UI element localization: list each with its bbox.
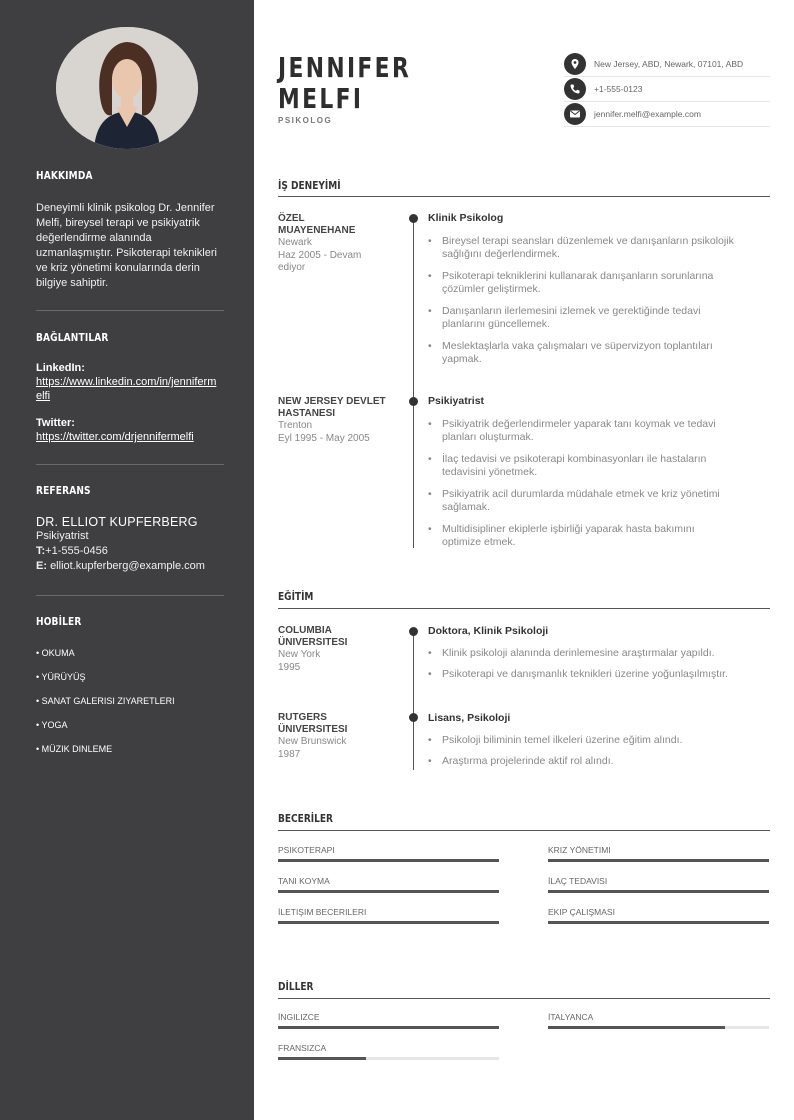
envelope-icon	[564, 103, 586, 125]
experience-heading: İŞ DENEYİMİ	[278, 179, 341, 192]
skill-bar-fill	[548, 921, 769, 924]
duty-item: • Danışanların ilerlemesini izlemek ve gerektiğinde tedavi planlarını güncellemek.	[428, 305, 764, 331]
employer-name: NEW JERSEY DEVLET	[278, 396, 386, 407]
skill-bar	[278, 890, 499, 893]
degree-title: Lisans, Psikoloji	[428, 712, 511, 724]
contact-phone: +1-555-0123	[594, 84, 643, 94]
timeline-dot	[409, 214, 418, 223]
employer-location: Newark	[278, 237, 312, 248]
employment-dates: Eyl 1995 - May 2005	[278, 432, 370, 444]
timeline-dot	[409, 627, 418, 636]
graduation-year: 1987	[278, 748, 301, 760]
education-entry-meta	[278, 712, 398, 761]
employer-name: MUAYENEHANE	[278, 225, 356, 236]
language-bar	[278, 1026, 499, 1029]
skill-label: İLAÇ TEDAVISI	[548, 876, 608, 886]
language-label: İNGILIZCE	[278, 1012, 320, 1022]
reference-phone-row	[36, 544, 224, 559]
school-location: New York	[278, 649, 321, 660]
sidebar	[0, 0, 254, 1120]
employer-name: HASTANESI	[278, 408, 336, 419]
section-rule	[278, 830, 770, 831]
last-name: MELFI	[278, 82, 364, 115]
hobbies-heading: HOBİLER	[36, 615, 82, 628]
reference-name: DR. ELLIOT KUPFERBERG	[36, 515, 198, 529]
duty-item: • Psikoterapi tekniklerini kullanarak danışanların sorunlarına çözümler geliştirmek.	[428, 270, 764, 296]
hobby-item: • YOGA	[36, 720, 68, 730]
section-rule	[278, 998, 770, 999]
profile-photo	[56, 27, 198, 149]
hobby-item: • OKUMA	[36, 648, 75, 658]
skill-item	[548, 845, 769, 857]
skill-bar	[278, 921, 499, 924]
skill-label: TANI KOYMA	[278, 876, 330, 886]
reference-email: elliot.kupferberg@example.com	[50, 560, 205, 572]
skill-item	[278, 907, 499, 919]
language-bar-fill	[278, 1057, 366, 1060]
contact-address-row	[564, 52, 770, 77]
sidebar-divider	[36, 595, 224, 596]
language-bar	[278, 1057, 499, 1060]
sidebar-divider	[36, 310, 224, 311]
duty-item: • İlaç tedavisi ve psikoterapi kombinasyonları ile hastaların tedavisini yönetmek.	[428, 453, 764, 479]
skill-bar	[548, 921, 769, 924]
contact-email[interactable]: jennifer.melfi@example.com	[594, 109, 701, 119]
skill-label: KRIZ YÖNETIMI	[548, 845, 611, 855]
skill-item	[548, 907, 769, 919]
twitter-label: Twitter:	[36, 417, 75, 429]
skill-item	[548, 876, 769, 888]
skill-bar	[548, 890, 769, 893]
experience-entry	[428, 212, 770, 365]
location-pin-icon	[564, 53, 586, 75]
reference-email-row	[36, 559, 224, 574]
hobby-item: • YÜRÜYÜŞ	[36, 672, 86, 682]
degree-title: Doktora, Klinik Psikoloji	[428, 625, 549, 637]
skill-label: İLETIŞIM BECERILERI	[278, 907, 367, 917]
first-name: JENNIFER	[278, 51, 412, 84]
skill-bar-fill	[278, 921, 499, 924]
language-bar-fill	[278, 1026, 499, 1029]
skill-bar-fill	[548, 859, 769, 862]
language-item	[548, 1012, 769, 1024]
skills-heading: BECERİLER	[278, 812, 333, 825]
reference-phone-label: T:	[36, 545, 46, 557]
school-name: RUTGERS	[278, 712, 327, 723]
education-detail: • Psikoterapi ve danışmanlık teknikleri üzerine yoğunlaşılmıştır.	[428, 668, 764, 681]
education-detail: • Klinik psikoloji alanında derinlemesine araştırmalar yapıldı.	[428, 647, 764, 660]
education-detail: • Araştırma projelerinde aktif rol alındı.	[428, 755, 764, 768]
experience-timeline	[413, 218, 414, 548]
contact-phone-row	[564, 77, 770, 102]
linkedin-link[interactable]: https://www.linkedin.com/in/jennifermelfi	[36, 376, 217, 402]
education-entry	[428, 625, 770, 680]
languages-heading: DİLLER	[278, 980, 314, 993]
duty-item: • Psikiyatrik acil durumlarda müdahale etmek ve kriz yönetimi sağlamak.	[428, 488, 764, 514]
duty-item: • Bireysel terapi seansları düzenlemek ve danışanların psikolojik sağlığını değerlendirmek.	[428, 235, 764, 261]
language-label: İTALYANCA	[548, 1012, 594, 1022]
duty-item: • Multidisipliner ekiplerle işbirliği yaparak hasta bakımını optimize etmek.	[428, 523, 764, 549]
connections-heading: BAĞLANTILAR	[36, 331, 109, 344]
skill-bar-fill	[548, 890, 769, 893]
graduation-year: 1995	[278, 661, 301, 673]
hobby-item: • SANAT GALERISI ZIYARETLERI	[36, 696, 175, 706]
timeline-dot	[409, 713, 418, 722]
education-entry	[428, 712, 770, 767]
contact-address: New Jersey, ABD, Newark, 07101, ABD	[594, 59, 744, 69]
employer-location: Trenton	[278, 420, 313, 431]
employment-dates: Haz 2005 - Devam	[278, 249, 362, 261]
school-name: ÜNIVERSITESI	[278, 724, 348, 735]
job-title: Klinik Psikolog	[428, 212, 504, 224]
language-label: FRANSIZCA	[278, 1043, 327, 1053]
about-text: Deneyimli klinik psikolog Dr. Jennifer Melfi, bireysel terapi ve psikiyatrik değerlendirme alanında uzmanlaşmıştır. Psikoterapi teknikleri ve kriz yönetimi konularında derin bilgiye sahiptir.	[36, 202, 217, 289]
hobby-item: • MÜZIK DINLEME	[36, 744, 113, 754]
school-name: ÜNIVERSITESI	[278, 637, 348, 648]
duty-item: • Psikiyatrik değerlendirmeler yaparak tanı koymak ve tedavi planları oluşturmak.	[428, 418, 764, 444]
language-item	[278, 1043, 499, 1055]
skill-bar-fill	[278, 890, 499, 893]
education-entry-meta	[278, 625, 398, 674]
education-timeline	[413, 630, 414, 770]
language-bar-fill	[548, 1026, 725, 1029]
twitter-link[interactable]: https://twitter.com/drjennifermelfi	[36, 431, 194, 443]
skill-bar	[278, 859, 499, 862]
section-rule	[278, 608, 770, 609]
profile-photo-illustration	[56, 27, 198, 149]
about-heading: HAKKIMDA	[36, 169, 93, 182]
skill-bar-fill	[278, 859, 499, 862]
reference-email-label: E:	[36, 560, 47, 572]
education-detail: • Psikoloji biliminin temel ilkeleri üzerine eğitim alındı.	[428, 734, 764, 747]
skill-label: PSIKOTERAPI	[278, 845, 335, 855]
experience-entry-meta	[278, 213, 398, 275]
language-bar	[548, 1026, 769, 1029]
phone-icon	[564, 78, 586, 100]
reference-heading: REFERANS	[36, 484, 91, 497]
skill-label: EKIP ÇALIŞMASI	[548, 907, 615, 917]
experience-entry-meta	[278, 396, 398, 445]
employer-name: ÖZEL	[278, 213, 305, 224]
reference-title: Psikiyatrist	[36, 530, 89, 542]
section-rule	[278, 196, 770, 197]
skill-item	[278, 876, 499, 888]
school-name: COLUMBIA	[278, 625, 332, 636]
job-title: Psikiyatrist	[428, 395, 485, 407]
experience-entry	[428, 395, 770, 548]
timeline-dot	[409, 397, 418, 406]
school-location: New Brunswick	[278, 736, 347, 747]
language-item	[278, 1012, 499, 1024]
contact-email-row	[564, 102, 770, 127]
skill-bar	[548, 859, 769, 862]
linkedin-label: LinkedIn:	[36, 362, 85, 374]
reference-phone: +1-555-0456	[45, 545, 108, 557]
education-heading: EĞİTİM	[278, 590, 314, 603]
person-name	[278, 52, 411, 114]
sidebar-divider	[36, 464, 224, 465]
employment-dates: ediyor	[278, 262, 306, 273]
duty-item: • Meslektaşlarla vaka çalışmaları ve süpervizyon toplantıları yapmak.	[428, 340, 764, 366]
job-role: PSIKOLOG	[278, 116, 333, 125]
skill-item	[278, 845, 499, 857]
